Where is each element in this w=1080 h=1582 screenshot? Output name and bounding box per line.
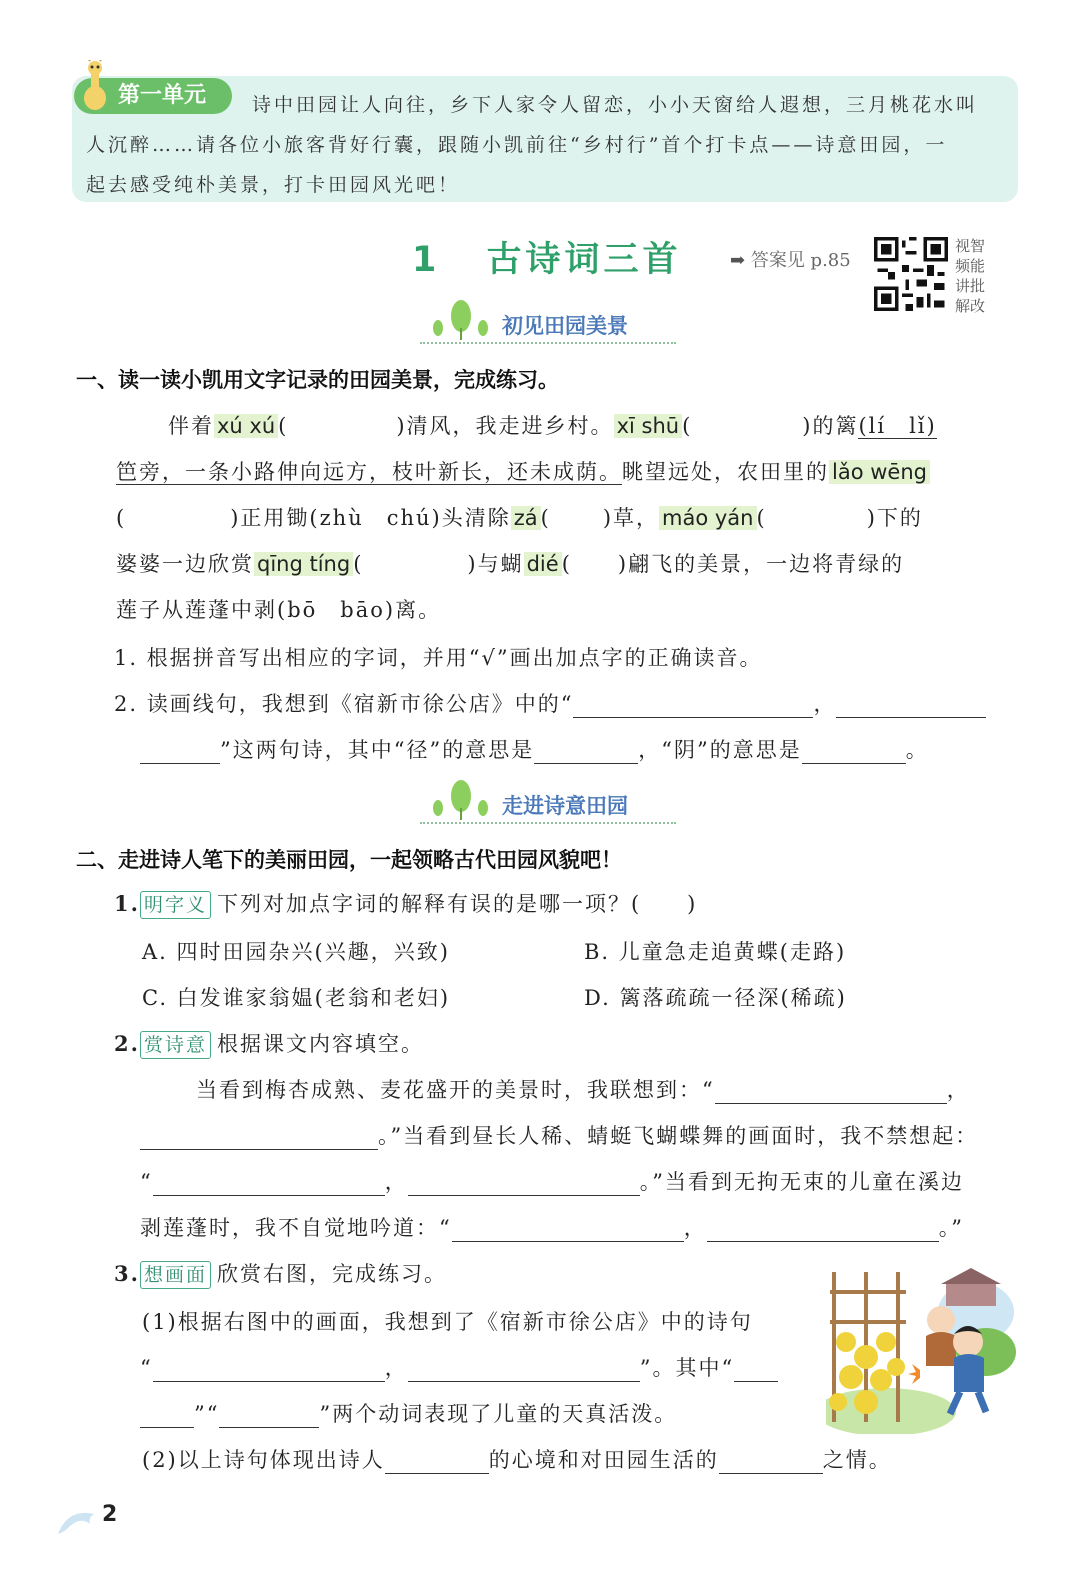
answer-blank[interactable] [452, 1219, 684, 1242]
qr-side-label: 视智 频能 讲批 解改 [955, 237, 986, 315]
pinyin: qīng tíng [254, 552, 353, 576]
answer-blank[interactable] [707, 1219, 939, 1242]
intro-line-1: 诗中田园让人向往，乡下人家令人留恋，小小天窗给人遐想，三月桃花水叫 [252, 94, 979, 116]
answer-blank[interactable] [153, 1173, 385, 1196]
intro-line-3: 起去感受纯朴美景，打卡田园风光吧！ [86, 174, 461, 196]
section-heading-2: 走进诗意田园 [502, 794, 628, 818]
arrow-right-icon: ➡ [730, 250, 746, 271]
answer-blank[interactable] [719, 1451, 823, 1474]
question-2-2-line2: 。”当看到昼长人稀、蜻蜓飞蝴蝶舞的画面时，我不禁想起： [140, 1120, 978, 1150]
tag-label: 想画面 [140, 1261, 211, 1289]
giraffe-icon [78, 60, 112, 112]
para-line-4: 婆婆一边欣赏 qīng tíng ( )与蝴 dié ( )翩飞的美景，一边将青绿的 [116, 552, 905, 576]
question-2-2-line1: 当看到梅杏成熟、麦花盛开的美景时，我联想到：“ ， [196, 1078, 970, 1102]
underlined-sentence: 笆旁，一条小路伸向远方，枝叶新长，还未成荫。 [116, 460, 622, 484]
question-1-2: 2. 读画线句，我想到《宿新市徐公店》中的“ ， [114, 688, 986, 718]
question-2-3-1-line3: ”“ ”两个动词表现了儿童的天真活泼。 [140, 1398, 677, 1428]
answer-blank[interactable] [140, 1127, 378, 1150]
para-line-1: 伴着 xú xú ( )清风，我走进乡村。 xī shū ( )的篱(lí lǐ) [168, 414, 937, 438]
divider [420, 822, 676, 824]
question-title-2: 二、走进诗人笔下的美丽田园，一起领略古代田园风貌吧！ [76, 848, 622, 872]
answer-blank[interactable] [140, 741, 220, 764]
child-chasing-butterfly-illustration [826, 1262, 1016, 1434]
question-2-2-line4: 剥莲蓬时，我不自觉地吟道：“ ， 。” [140, 1216, 964, 1240]
question-2-3-2: (2)以上诗句体现出诗人 的心境和对田园生活的 之情。 [142, 1448, 892, 1472]
answer-blank[interactable] [534, 741, 638, 764]
pinyin: lǎo wēng [829, 460, 930, 484]
answer-blank[interactable] [802, 741, 906, 764]
trees-icon [428, 298, 496, 342]
pinyin: xú xú [214, 414, 278, 438]
answer-blank[interactable] [408, 1173, 640, 1196]
divider [420, 342, 676, 344]
answer-blank[interactable] [385, 1451, 489, 1474]
option-d[interactable]: D. 篱落疏疏一径深(稀疏) [584, 986, 847, 1010]
question-1-1: 1. 根据拼音写出相应的字词，并用“√”画出加点字的正确读音。 [114, 646, 763, 670]
answer-blank[interactable] [573, 695, 813, 718]
option-c[interactable]: C. 白发谁家翁媪(老翁和老妇) [142, 986, 451, 1010]
answer-blank[interactable] [408, 1359, 640, 1382]
page-number: 2 [102, 1502, 118, 1527]
para-line-2: 笆旁，一条小路伸向远方，枝叶新长，还未成荫。眺望远处，农田里的 lǎo wēng [116, 456, 930, 486]
intro-line-2: 人沉醉……请各位小旅客背好行囊，跟随小凯前往“乡村行”首个打卡点——诗意田园，一 [86, 134, 948, 156]
answer-blank[interactable] [219, 1405, 319, 1428]
option-a[interactable]: A. 四时田园杂兴(兴趣，兴致) [142, 940, 450, 964]
answer-blank[interactable] [140, 1405, 194, 1428]
lesson-name: 古诗词三首 [486, 240, 682, 280]
answer-blank[interactable] [836, 695, 986, 718]
pinyin: xī shū [614, 414, 683, 438]
answer-reference[interactable]: ➡ 答案见 p.85 [730, 250, 851, 271]
question-2-2-line3: “ ， 。”当看到无拘无束的儿童在溪边 [140, 1170, 964, 1194]
option-b[interactable]: B. 儿童急走追黄蝶(走路) [584, 940, 847, 964]
question-2-2: 2. 赏诗意 根据课文内容填空。 [114, 1028, 424, 1059]
answer-blank[interactable] [734, 1359, 778, 1382]
dolphin-icon [56, 1504, 100, 1540]
pinyin: máo yán [659, 506, 756, 530]
question-1-2-cont: ”这两句诗，其中“径”的意思是 ，“阴”的意思是 。 [140, 734, 929, 764]
tag-label: 明字义 [140, 891, 211, 919]
question-title-1: 一、读一读小凯用文字记录的田园美景，完成练习。 [76, 368, 559, 392]
para-line-3: ( )正用锄(zhù chú)头清除 zá ( )草， máo yán ( )下的 [116, 506, 923, 530]
unit-badge: 第一单元 [74, 78, 232, 114]
question-2-1: 1. 明字义 下列对加点字词的解释有误的是哪一项？( ) [114, 888, 697, 919]
trees-icon [428, 778, 496, 822]
lesson-number: 1 [412, 240, 441, 280]
answer-blank[interactable] [715, 1081, 947, 1104]
lesson-title [412, 232, 682, 282]
para-line-5: 莲子从莲蓬中剥(bō bāo)离。 [116, 598, 442, 622]
pinyin: dié [524, 552, 562, 576]
question-2-3: 3. 想画面 欣赏右图，完成练习。 [114, 1258, 447, 1289]
section-heading-1: 初见田园美景 [502, 314, 628, 338]
qr-code-icon[interactable] [874, 237, 948, 311]
question-2-3-1-line2: “ ， ”。其中“ [140, 1352, 778, 1382]
answer-blank[interactable] [153, 1359, 385, 1382]
question-2-3-1: (1)根据右图中的画面，我想到了《宿新市徐公店》中的诗句 [142, 1310, 753, 1334]
pinyin: zá [511, 506, 541, 530]
tag-label: 赏诗意 [140, 1031, 211, 1059]
